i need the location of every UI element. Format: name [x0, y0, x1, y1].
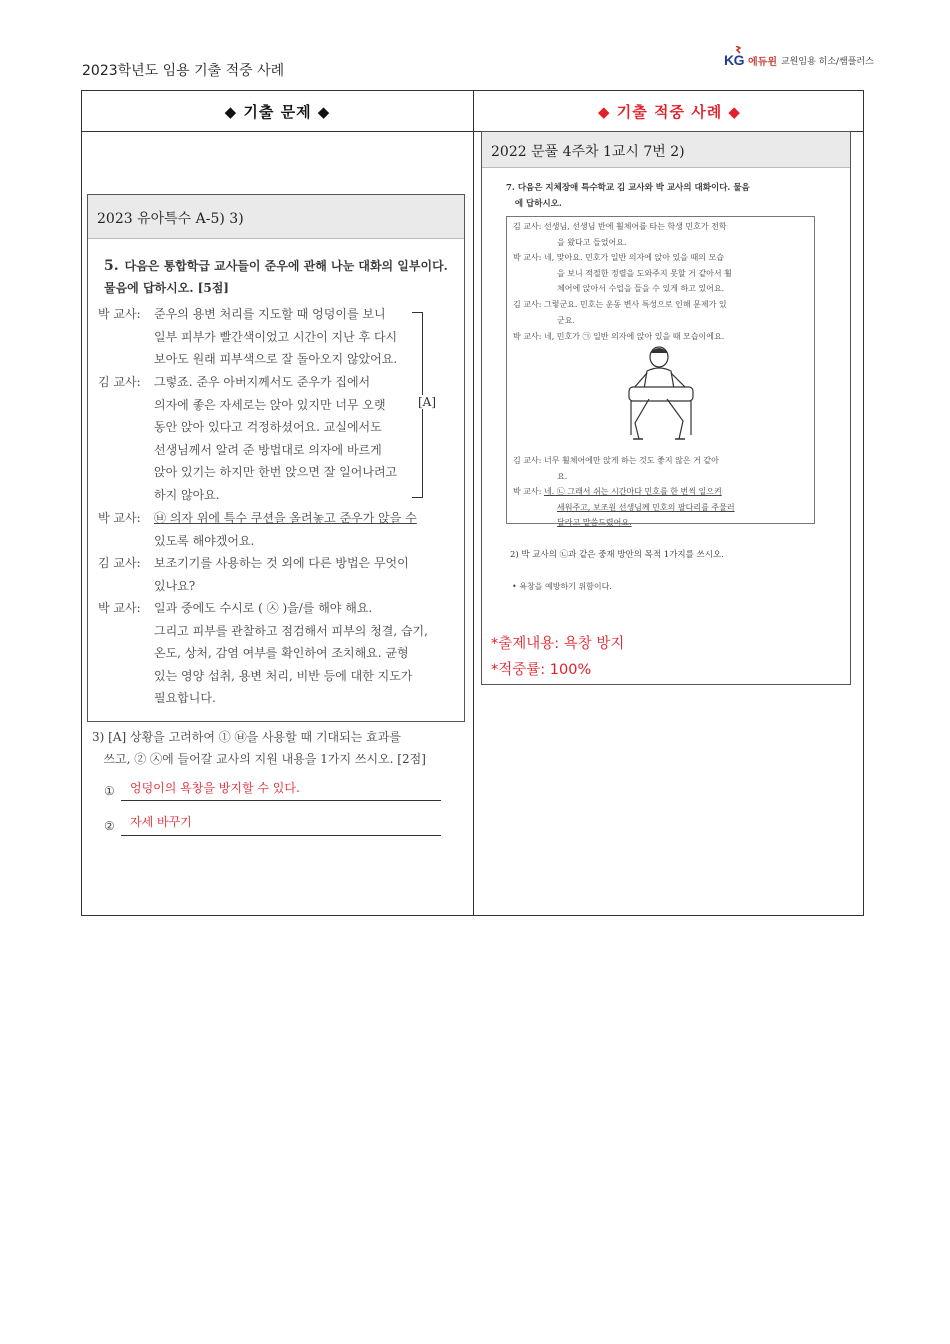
dialogue-line: 을 왔다고 들었어요. [557, 237, 627, 247]
logo-tail: 교원임용 히소/쌤플러스 [780, 56, 874, 67]
sub-question-line: 3) [A] 상황을 고려하여 ① ㉥을 사용할 때 기대되는 효과를 [92, 730, 401, 744]
speaker: 박 교사: [513, 253, 542, 262]
hit-rate-note: *적중률: 100% [491, 662, 592, 678]
document-title: 2023학년도 임용 기출 적중 사례 [82, 63, 285, 79]
dialogue-line: 온도, 상처, 감염 여부를 확인하여 조치해요. 균형 [154, 646, 409, 661]
dialogue-line: 달라고 말씀드렸어요. [557, 518, 632, 528]
dialogue-line: 선생님, 선생님 반에 휠체어를 타는 학생 민호가 전학 [543, 222, 727, 231]
dialogue-line: 그렇죠. 준우 아버지께서도 준우가 집에서 [154, 375, 371, 389]
speaker: 박 교사: [98, 601, 141, 615]
dialogue-line: 네. ㉡ 그래서 쉬는 시간마다 민호를 한 번씩 일으켜 [543, 487, 722, 496]
reference-tag: 2022 문풀 4주차 1교시 7번 2) [482, 132, 850, 168]
reference-stem [506, 180, 831, 212]
answer-1-text: 엉덩이의 욕창을 방지할 수 있다. [130, 781, 300, 795]
dialogue-line: 선생님께서 알려 준 방법대로 의자에 바르게 [154, 442, 382, 457]
answer-2-line [121, 835, 441, 836]
exam-dialogue-5 [98, 597, 438, 710]
dialogue-line: 세워주고, 보조원 선생님께 민호의 팔다리를 주물러 [557, 502, 735, 512]
dialogue-line: 그렇군요. 민호는 운동 변사 특성으로 인해 문제가 있 [543, 300, 727, 309]
bracket-a-label: [A] [418, 395, 437, 409]
logo-mark-icon [735, 46, 741, 54]
speaker: 박 교사: [98, 307, 141, 321]
dialogue-line: 요. [557, 471, 568, 481]
ref-dialogue-2 [513, 250, 811, 297]
exam-number: 5. [104, 258, 119, 274]
speaker: 김 교사: [98, 375, 141, 389]
sub-question-line: 쓰고, ② ㉦에 들어갈 교사의 지원 내용을 1가지 쓰시오. [2점] [92, 752, 426, 766]
brand-logo [724, 52, 874, 68]
dialogue-line: 그리고 피부를 관찰하고 점검해서 피부의 청결, 습기, [154, 623, 428, 638]
exam-stem [104, 255, 454, 299]
speaker: 김 교사: [513, 456, 542, 465]
exam-dialogue-2 [98, 371, 438, 507]
speaker: 박 교사: [98, 511, 141, 525]
dialogue-line: 있는 영양 섭취, 용변 처리, 비반 등에 대한 지도가 [154, 668, 413, 683]
exam-dialogue-1 [98, 303, 438, 371]
dialogue-line: 네, 민호가 ㉠ 일반 의자에 앉아 있을 때 모습이에요. [543, 332, 725, 341]
reference-stem-line: 에 답하시오. [506, 199, 562, 209]
answer-1-num: ① [104, 784, 115, 798]
reference-stem-line: 7. 다음은 지체장애 특수학교 김 교사와 박 교사의 대화이다. 물음 [506, 183, 750, 193]
reference-box [481, 131, 851, 685]
ref-dialogue-6 [513, 484, 811, 531]
speaker: 김 교사: [98, 556, 141, 570]
exam-dialogue-3 [98, 507, 438, 552]
dialogue-line: 필요합니다. [154, 691, 216, 706]
hit-content-note: *출제내용: 욕창 방지 [491, 636, 625, 652]
dialogue-line: 의자에 좋은 자세로는 앉아 있지만 너무 오랫 [154, 397, 386, 412]
dialogue-line: 동안 앉아 있다고 걱정하셨어요. 교실에서도 [154, 420, 382, 435]
ref-dialogue-3 [513, 297, 811, 328]
dialogue-line: 일과 중에도 수시로 ( ㉦ )을/를 해야 해요. [154, 601, 373, 615]
speaker: 김 교사: [513, 300, 542, 309]
dialogue-line: 준우의 용변 처리를 지도할 때 엉덩이를 보니 [154, 307, 386, 321]
column-head-hit: ◆ 기출 적중 사례 ◆ [598, 102, 741, 121]
dialogue-line: 하지 않아요. [154, 487, 220, 502]
reference-answer: • 욕창을 예방하기 위함이다. [512, 582, 612, 591]
exam-stem-text: 다음은 통합학급 교사들이 준우에 관해 나눈 대화의 일부이다. 물음에 답하시오. [5점] [104, 259, 448, 295]
exam-question-box [87, 194, 465, 722]
dialogue-line: 보아도 원래 피부색으로 잘 돌아오지 않았어요. [154, 352, 398, 367]
logo-kg: KG [724, 52, 744, 68]
dialogue-line: 일부 피부가 빨간색이었고 시간이 지난 후 다시 [154, 329, 398, 344]
dialogue-line: 군요. [557, 315, 575, 325]
answer-2-num: ② [104, 819, 115, 833]
dialogue-line: 을 보니 적절한 정렬을 도와주지 못할 거 같아서 휠 [557, 268, 732, 278]
dialogue-line: 보조기기를 사용하는 것 외에 다른 방법은 무엇이 [154, 556, 409, 570]
answer-2-text: 자세 바꾸기 [130, 815, 192, 829]
ref-dialogue-5 [513, 453, 811, 484]
column-divider [473, 91, 474, 915]
dialogue-line: ㉥ 의자 위에 특수 쿠션을 올려놓고 준우가 앉을 수 [154, 511, 417, 525]
seated-child-illustration [619, 343, 703, 443]
dialogue-line: 체어에 앉아서 수업을 들을 수 있게 하고 있어요. [557, 284, 725, 294]
logo-brand: 에듀윈 [748, 56, 777, 68]
column-head-exam: ◆ 기출 문제 ◆ [224, 102, 331, 121]
dialogue-line: 있도록 해야겠어요. [154, 533, 255, 548]
sub-question [92, 726, 452, 770]
reference-question: 2) 박 교사의 ㉡과 같은 중재 방안의 목적 1가지를 쓰시오. [510, 550, 724, 560]
exam-tag: 2023 유아특수 A-5) 3) [88, 195, 464, 239]
reference-dialogue-box [506, 216, 815, 528]
dialogue-line: 있나요? [154, 578, 196, 593]
ref-dialogue-1 [513, 219, 811, 250]
answer-1-line [121, 800, 441, 801]
speaker: 박 교사: [513, 487, 542, 496]
speaker: 박 교사: [513, 332, 542, 341]
exam-dialogue-4 [98, 552, 438, 597]
speaker: 김 교사: [513, 222, 542, 231]
dialogue-line: 네, 맞아요. 민호가 일반 의자에 앉아 있을 때의 모습 [543, 253, 724, 262]
dialogue-line: 너무 휠체어에만 앉게 하는 것도 좋지 않은 거 같아 [543, 456, 719, 465]
dialogue-line: 앉아 있기는 하지만 한번 앉으면 잘 일어나려고 [154, 465, 398, 480]
